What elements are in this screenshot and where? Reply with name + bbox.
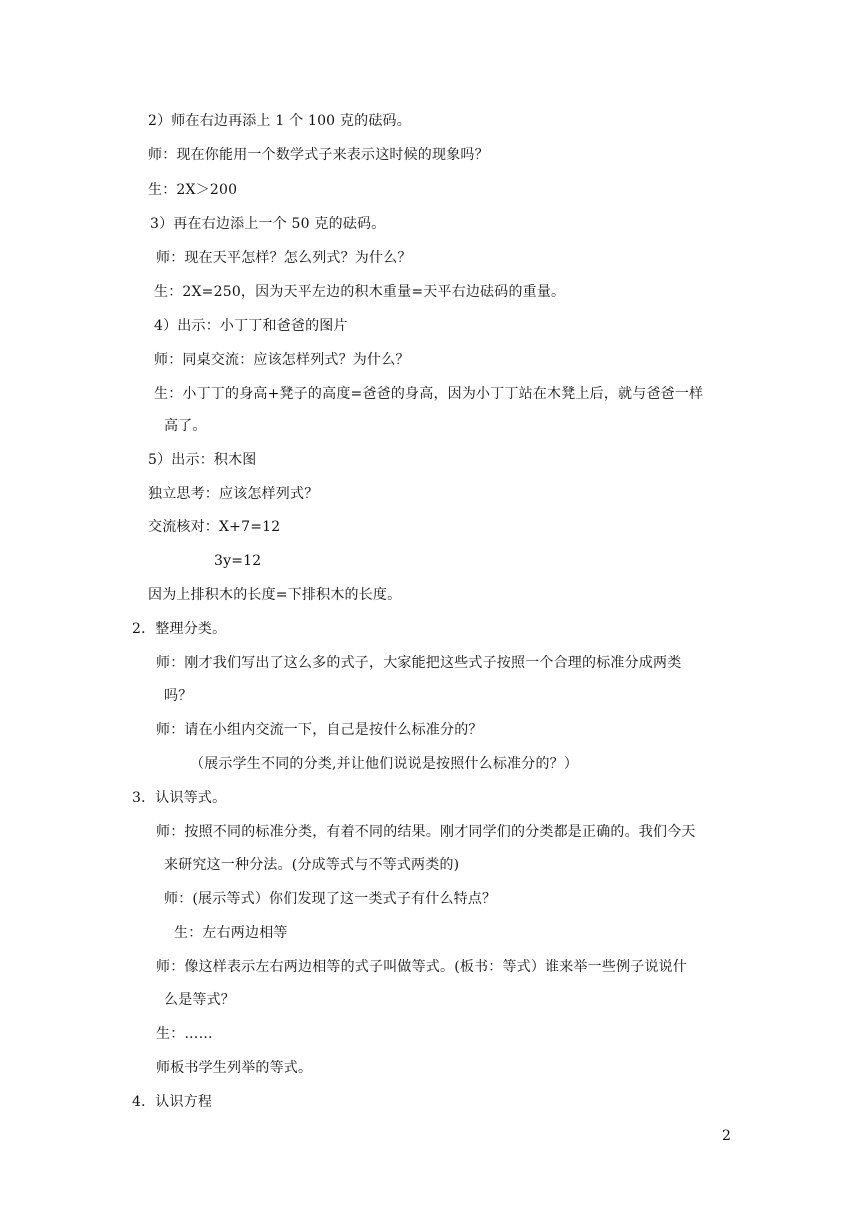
text-line: 生：……: [156, 1026, 213, 1042]
text-line: 交流核对：X+7=12: [148, 519, 281, 535]
text-line: 高了。: [164, 418, 207, 434]
text-line: 3y=12: [214, 553, 262, 569]
text-line: 4）出示：小丁丁和爸爸的图片: [154, 318, 348, 334]
text-line: 生：2X＞200: [148, 182, 238, 198]
text-line: 生：2X=250，因为天平左边的积木重量=天平右边砝码的重量。: [154, 284, 566, 300]
text-line: 么是等式？: [164, 992, 235, 1008]
text-line: 师板书学生列举的等式。: [156, 1060, 313, 1076]
text-line: 来研究这一种分法。(分成等式与不等式两类的): [164, 857, 460, 873]
text-line: 生：左右两边相等: [174, 925, 288, 941]
text-line: 2）师在右边再添上 1 个 100 克的砝码。: [148, 113, 411, 129]
text-line: 师：请在小组内交流一下，自己是按什么标准分的？: [156, 722, 483, 738]
text-line: 师：(展示等式）你们发现了这一类式子有什么特点？: [164, 891, 497, 907]
text-line: 生：小丁丁的身高+凳子的高度=爸爸的身高，因为小丁丁站在木凳上后，就与爸爸一样: [154, 386, 704, 402]
text-line: 独立思考：应该怎样列式？: [148, 486, 319, 502]
section-heading: 2．整理分类。: [132, 621, 227, 637]
text-line: 师：刚才我们写出了这么多的式子，大家能把这些式子按照一个合理的标准分成两类: [156, 655, 682, 671]
text-line: 5）出示：积木图: [148, 452, 257, 468]
text-line: 师：像这样表示左右两边相等的式子叫做等式。(板书：等式）谁来举一些例子说说什: [156, 959, 688, 975]
text-line: 师：现在你能用一个数学式子来表示这时候的现象吗？: [148, 147, 489, 163]
text-line: 师：同桌交流：应该怎样列式？为什么？: [154, 352, 410, 368]
page-number: 2: [722, 1128, 731, 1144]
section-heading: 3．认识等式。: [132, 790, 227, 806]
text-line: 师：按照不同的标准分类，有着不同的结果。刚才同学们的分类都是正确的。我们今天: [156, 824, 696, 840]
section-heading: 4．认识方程: [132, 1094, 213, 1110]
text-line: 师：现在天平怎样？怎么列式？为什么？: [156, 250, 412, 266]
text-line: （展示学生不同的分类,并让他们说说是按照什么标准分的？）: [190, 756, 579, 772]
text-line: 因为上排积木的长度=下排积木的长度。: [148, 587, 402, 603]
text-line: 吗？: [164, 688, 193, 704]
text-line: 3）再在右边添上一个 50 克的砝码。: [150, 216, 386, 232]
